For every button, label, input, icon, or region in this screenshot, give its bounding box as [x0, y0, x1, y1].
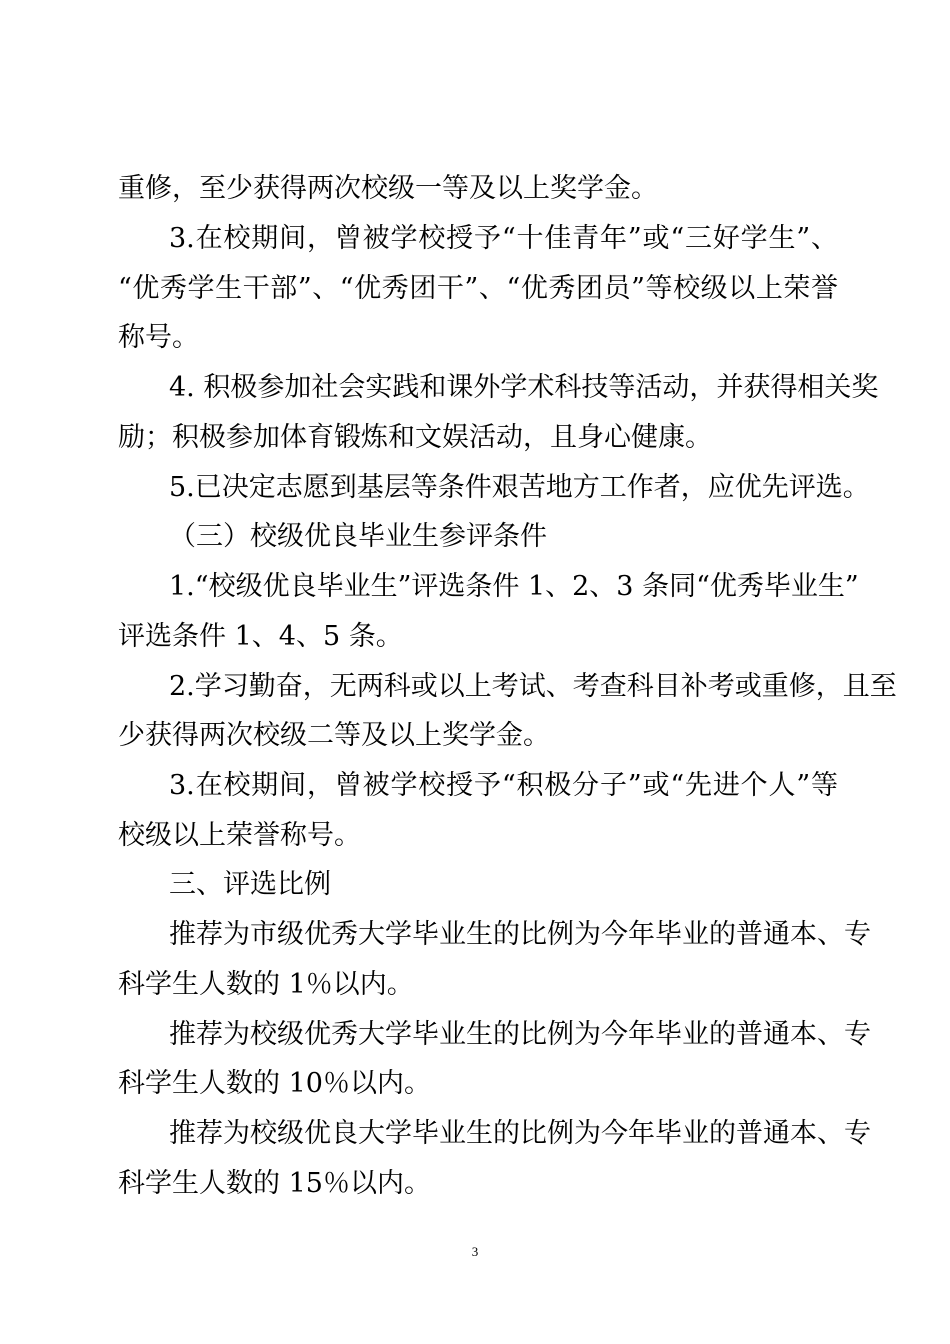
text-line: 少获得两次校级二等及以上奖学金。 — [118, 720, 550, 751]
section-heading: 三、评选比例 — [169, 869, 331, 900]
text-line: 2.学习勤奋，无两科或以上考试、考查科目补考或重修，且至 — [169, 671, 897, 702]
text-line: 评选条件 1、4、5 条。 — [118, 621, 403, 652]
text-line: 称号。 — [118, 322, 199, 353]
text-line: 3.在校期间，曾被学校授予“十佳青年”或“三好学生”、 — [169, 223, 838, 254]
text-line: “优秀学生干部”、“优秀团干”、“优秀团员”等校级以上荣誉 — [118, 273, 838, 304]
text-line: 科学生人数的 1％以内。 — [118, 969, 414, 1000]
text-line: 1.“校级优良毕业生”评选条件 1、2、3 条同“优秀毕业生” — [169, 571, 859, 602]
section-heading: （三）校级优良毕业生参评条件 — [169, 521, 547, 552]
text-line: 5.已决定志愿到基层等条件艰苦地方工作者，应优先评选。 — [169, 472, 870, 503]
text-line: 3.在校期间，曾被学校授予“积极分子”或“先进个人”等 — [169, 770, 838, 801]
text-line: 推荐为市级优秀大学毕业生的比例为今年毕业的普通本、专 — [169, 919, 871, 950]
text-line: 推荐为校级优秀大学毕业生的比例为今年毕业的普通本、专 — [169, 1019, 871, 1050]
text-line: 推荐为校级优良大学毕业生的比例为今年毕业的普通本、专 — [169, 1118, 871, 1149]
page-number: 3 — [471, 1244, 479, 1259]
text-line: 励；积极参加体育锻炼和文娱活动，且身心健康。 — [118, 422, 712, 453]
text-line: 科学生人数的 10％以内。 — [118, 1068, 431, 1099]
text-line: 重修，至少获得两次校级一等及以上奖学金。 — [118, 173, 658, 204]
text-line: 4. 积极参加社会实践和课外学术科技等活动，并获得相关奖 — [169, 372, 879, 403]
text-line: 校级以上荣誉称号。 — [118, 820, 361, 851]
text-line: 科学生人数的 15％以内。 — [118, 1168, 431, 1199]
